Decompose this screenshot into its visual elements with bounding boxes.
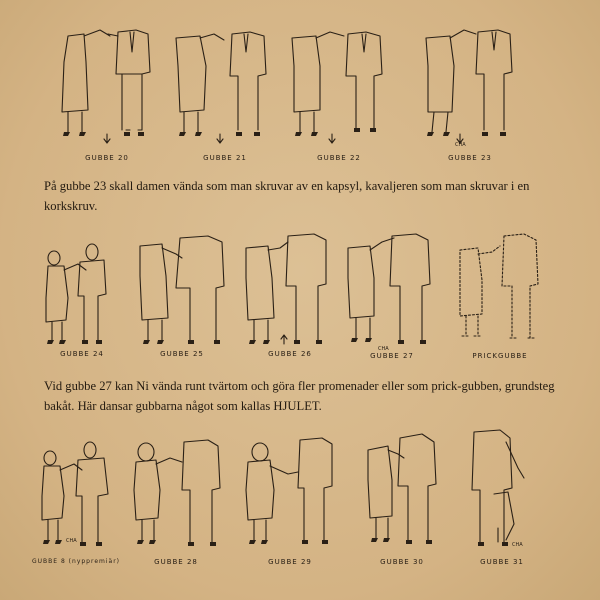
caption-gubbe-20: GUBBE 20 xyxy=(85,154,129,162)
caption-gubbe-21: GUBBE 21 xyxy=(203,154,247,162)
dance-figure-gubbe-29 xyxy=(240,424,340,554)
caption-gubbe-30: GUBBE 30 xyxy=(380,558,424,566)
cha-mark-gubbe-31: CHA xyxy=(512,542,523,548)
instruction-paragraph-1: På gubbe 23 skall damen vända som man skruvar av en kapsyl, kavaljeren som man skruvar i en korkskruv. xyxy=(44,179,530,213)
dance-figure-gubbe-25 xyxy=(132,228,232,358)
caption-prickgubbe: PRICKGUBBE xyxy=(472,352,528,360)
dance-figure-gubbe-26 xyxy=(240,228,340,358)
cha-mark-gubbe-23: CHA xyxy=(455,142,466,148)
cha-mark-gubbe-8: CHA xyxy=(66,538,77,544)
dance-figure-gubbe-31 xyxy=(464,424,554,554)
cha-mark-gubbe-27: CHA xyxy=(378,346,389,352)
caption-gubbe-27: GUBBE 27 xyxy=(370,352,414,360)
caption-gubbe-22: GUBBE 22 xyxy=(317,154,361,162)
dance-figure-prickgubbe xyxy=(452,228,552,358)
caption-gubbe-8: GUBBE 8 (nyppremiär) xyxy=(31,558,121,565)
caption-gubbe-24: GUBBE 24 xyxy=(60,350,104,358)
caption-gubbe-23: GUBBE 23 xyxy=(448,154,492,162)
dance-figure-gubbe-27 xyxy=(342,228,442,358)
dance-figure-gubbe-21 xyxy=(170,22,280,152)
caption-gubbe-28: GUBBE 28 xyxy=(154,558,198,566)
dance-figure-gubbe-30 xyxy=(360,424,450,554)
caption-gubbe-25: GUBBE 25 xyxy=(160,350,204,358)
caption-gubbe-31: GUBBE 31 xyxy=(480,558,524,566)
dance-figure-gubbe-28 xyxy=(130,424,230,554)
dance-figure-gubbe-8 xyxy=(36,424,126,554)
dance-figure-gubbe-24 xyxy=(40,228,120,358)
caption-gubbe-26: GUBBE 26 xyxy=(268,350,312,358)
dance-figure-gubbe-22 xyxy=(286,22,396,152)
dance-figure-gubbe-23 xyxy=(420,22,530,152)
dance-figure-gubbe-20 xyxy=(52,22,162,152)
instruction-paragraph-2: Vid gubbe 27 kan Ni vända runt tvärtom och göra fler promenader eller som prick-gubben, grundsteg bakåt. Här dansar gubbarna något som kallas HJULET. xyxy=(44,379,555,413)
caption-gubbe-29: GUBBE 29 xyxy=(268,558,312,566)
